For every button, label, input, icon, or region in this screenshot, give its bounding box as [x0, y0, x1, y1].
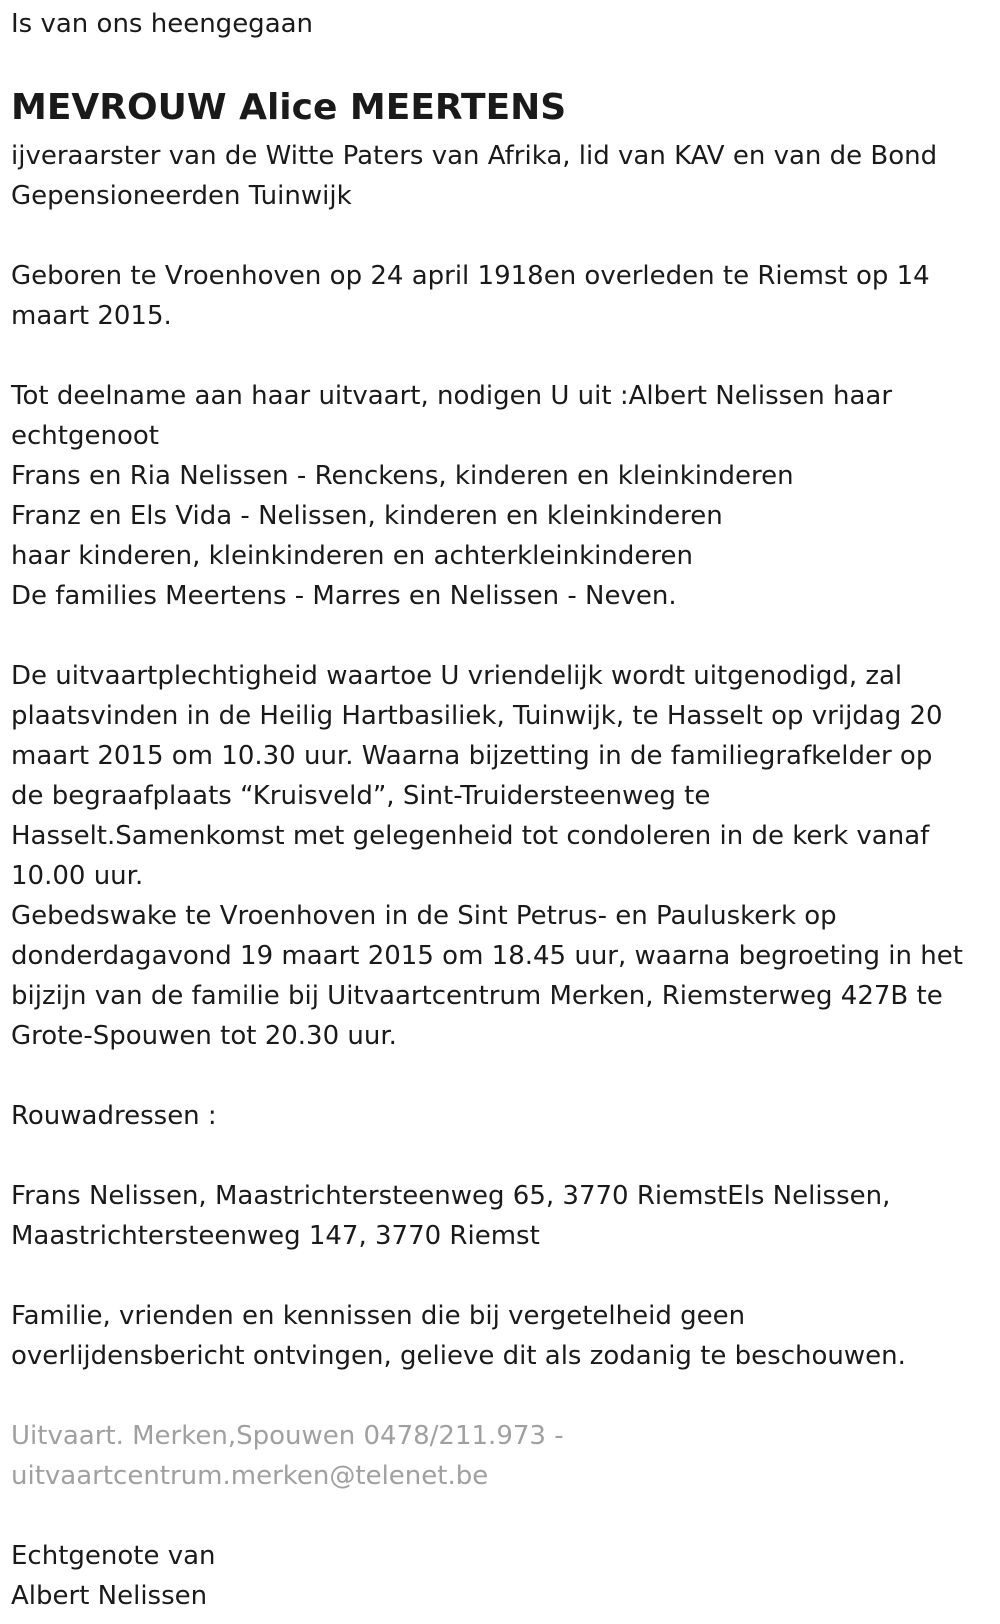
ceremony-line: bijzijn van de familie bij Uitvaartcentrum Merken, Riemsterweg 427B te — [11, 981, 943, 1011]
ceremony-block — [11, 656, 991, 1056]
address-line: Frans Nelissen, Maastrichtersteenweg 65, 3770 RiemstEls Nelissen, — [11, 1181, 891, 1211]
address-line: Maastrichtersteenweg 147, 3770 Riemst — [11, 1221, 540, 1251]
addresses-block — [11, 1176, 991, 1256]
invitation-line: Tot deelname aan haar uitvaart, nodigen U uit :Albert Nelissen haar — [11, 381, 893, 411]
addresses-label: Rouwadressen : — [11, 1101, 217, 1131]
birth-death-line: maart 2015. — [11, 301, 172, 331]
ceremony-line: donderdagavond 19 maart 2015 om 18.45 uur, waarna begroeting in het — [11, 941, 963, 971]
notice-line: Familie, vrienden en kennissen die bij vergetelheid geen — [11, 1301, 746, 1331]
ceremony-line: de begraafplaats “Kruisveld”, Sint-Truidersteenweg te — [11, 781, 711, 811]
invitation-line: De families Meertens - Marres en Nelissen - Neven. — [11, 581, 677, 611]
description-line: ijveraarster van de Witte Paters van Afrika, lid van KAV en van de Bond — [11, 141, 938, 171]
spouse-line: Echtgenote van — [11, 1541, 216, 1571]
birth-death-block — [11, 256, 991, 336]
invitation-line: echtgenoot — [11, 421, 159, 451]
ceremony-line: De uitvaartplechtigheid waartoe U vriendelijk wordt uitgenodigd, zal — [11, 661, 903, 691]
funeral-home-email: uitvaartcentrum.merken@telenet.be — [11, 1461, 489, 1491]
intro-text: Is van ons heengegaan — [11, 9, 314, 39]
description-line: Gepensioneerden Tuinwijk — [11, 181, 352, 211]
deceased-name: MEVROUW Alice MEERTENS — [11, 87, 567, 128]
invitation-line: haar kinderen, kleinkinderen en achterkleinkinderen — [11, 541, 693, 571]
funeral-home-block — [11, 1416, 991, 1496]
ceremony-line: Hasselt.Samenkomst met gelegenheid tot condoleren in de kerk vanaf — [11, 821, 930, 851]
notice-block — [11, 1296, 991, 1376]
birth-death-line: Geboren te Vroenhoven op 24 april 1918en overleden te Riemst op 14 — [11, 261, 930, 291]
ceremony-line: 10.00 uur. — [11, 861, 144, 891]
description-block — [11, 136, 991, 216]
invitation-block — [11, 376, 991, 616]
funeral-home-line: Uitvaart. Merken,Spouwen 0478/211.973 - — [11, 1421, 564, 1451]
invitation-line: Franz en Els Vida - Nelissen, kinderen en kleinkinderen — [11, 501, 723, 531]
ceremony-line: Gebedswake te Vroenhoven in de Sint Petrus- en Pauluskerk op — [11, 901, 837, 931]
spouse-line: Albert Nelissen — [11, 1581, 208, 1611]
ceremony-line: plaatsvinden in de Heilig Hartbasiliek, Tuinwijk, te Hasselt op vrijdag 20 — [11, 701, 943, 731]
notice-line: overlijdensbericht ontvingen, gelieve dit als zodanig te beschouwen. — [11, 1341, 906, 1371]
ceremony-line: maart 2015 om 10.30 uur. Waarna bijzetting in de familiegrafkelder op — [11, 741, 933, 771]
ceremony-line: Grote-Spouwen tot 20.30 uur. — [11, 1021, 397, 1051]
invitation-line: Frans en Ria Nelissen - Renckens, kinderen en kleinkinderen — [11, 461, 794, 491]
spouse-block — [11, 1536, 991, 1616]
